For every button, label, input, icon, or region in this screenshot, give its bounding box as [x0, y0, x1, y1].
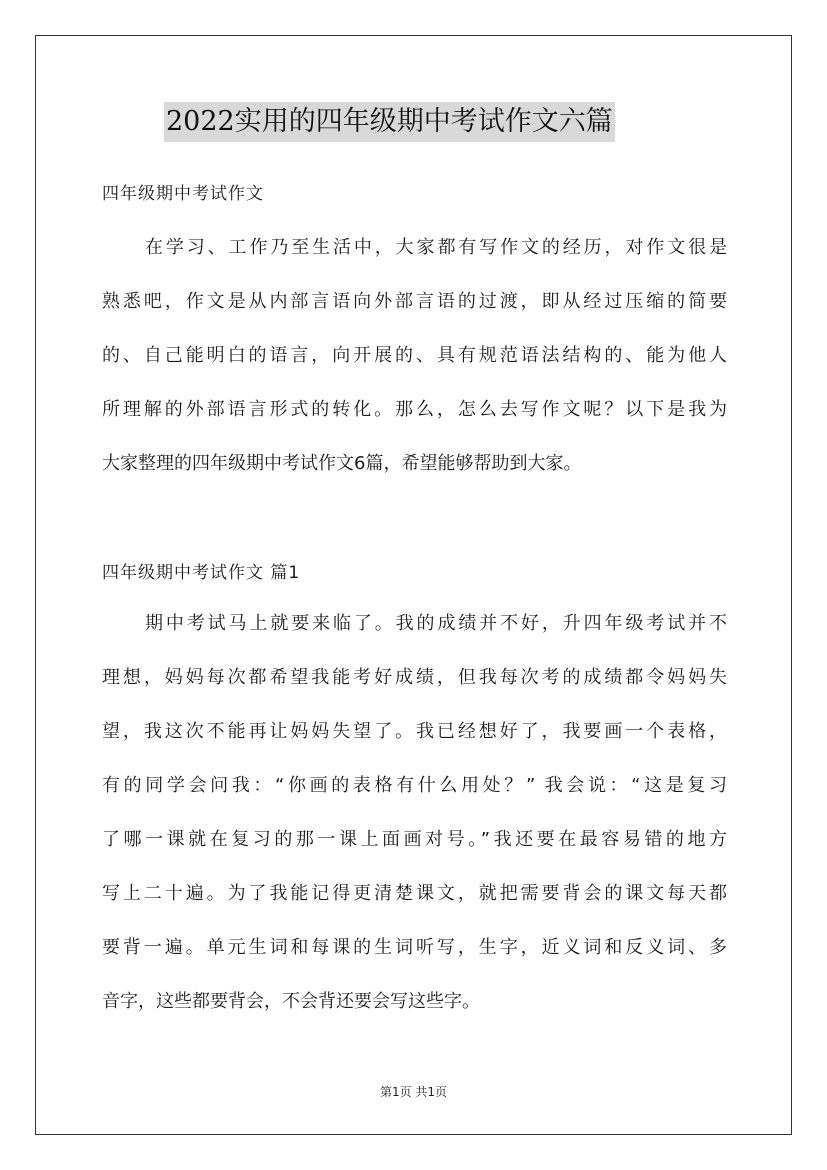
- paragraph-line: 所理解的外部语言形式的转化。那么，怎么去写作文呢？以下是我为: [102, 399, 727, 420]
- paragraph-line: 了哪一课就在复习的那一课上面画对号。”我还要在最容易错的地方: [102, 829, 727, 850]
- intro-heading: 四年级期中考试作文: [102, 184, 264, 204]
- paragraph-line: 在学习、工作乃至生活中，大家都有写作文的经历，对作文很是: [145, 237, 727, 258]
- paragraph-line: 期中考试马上就要来临了。我的成绩并不好，升四年级考试并不: [145, 613, 727, 634]
- paragraph-line: 熟悉吧，作文是从内部言语向外部言语的过渡，即从经过压缩的简要: [102, 291, 727, 312]
- intro-paragraph: [102, 221, 727, 491]
- essay-1-heading: 四年级期中考试作文 篇1: [102, 563, 301, 583]
- paragraph-line: 写上二十遍。为了我能记得更清楚课文，就把需要背会的课文每天都: [102, 883, 727, 904]
- paragraph-line: 要背一遍。单元生词和每课的生词听写，生字，近义词和反义词、多: [102, 937, 727, 958]
- paragraph-line: 的、自己能明白的语言，向开展的、具有规范语法结构的、能为他人: [102, 345, 727, 366]
- paragraph-line: 理想，妈妈每次都希望我能考好成绩，但我每次考的成绩都令妈妈失: [102, 667, 727, 688]
- paragraph-line: 大家整理的四年级期中考试作文6篇，希望能够帮助到大家。: [102, 453, 582, 474]
- document-title: 2022实用的四年级期中考试作文六篇: [164, 102, 615, 142]
- paragraph-line: 望，我这次不能再让妈妈失望了。我已经想好了，我要画一个表格，: [102, 721, 727, 742]
- paragraph-line: 有的同学会问我：“你画的表格有什么用处？” 我会说：“这是复习: [102, 775, 727, 796]
- paragraph-line: 音字，这些都要背会，不会背还要会写这些字。: [102, 991, 480, 1012]
- page-number-footer: 第1页 共1页: [379, 1085, 448, 1099]
- essay-1-paragraph: [102, 597, 727, 1029]
